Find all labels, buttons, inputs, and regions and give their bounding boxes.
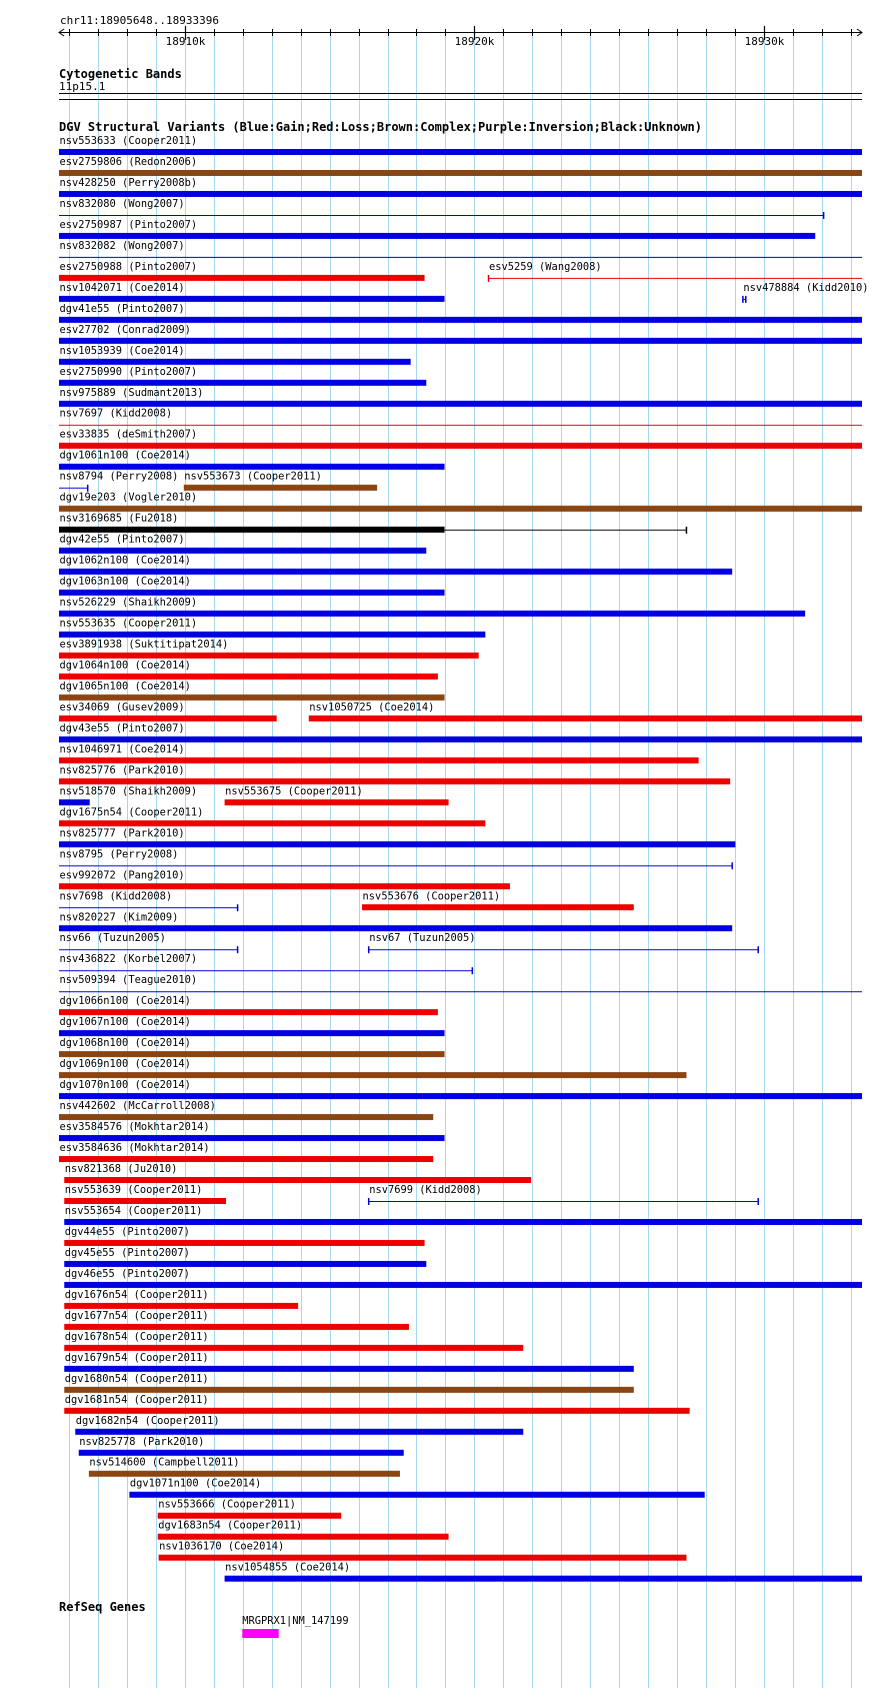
refseq-track — [59, 1600, 349, 1638]
dgv-feature[interactable] — [59, 911, 732, 931]
dgv-feature-label: nsv428250 (Perry2008b) — [59, 176, 198, 189]
dgv-feature-label: nsv526229 (Shaikh2009) — [59, 596, 198, 609]
dgv-feature[interactable] — [75, 1415, 523, 1435]
dgv-feature-bar[interactable] — [64, 1177, 531, 1183]
dgv-feature-label: dgv43e55 (Pinto2007) — [59, 722, 185, 735]
dgv-feature[interactable] — [89, 1457, 400, 1477]
dgv-feature-label: dgv45e55 (Pinto2007) — [64, 1246, 190, 1259]
dgv-feature-label: nsv553675 (Cooper2011) — [225, 785, 363, 798]
dgv-feature-label: nsv3169685 (Fu2018) — [59, 512, 179, 525]
dgv-feature-bar[interactable] — [64, 1282, 862, 1288]
dgv-feature[interactable] — [59, 261, 425, 281]
dgv-feature-bar[interactable] — [59, 632, 485, 638]
dgv-feature-label: nsv820227 (Kim2009) — [59, 911, 179, 924]
dgv-feature[interactable] — [79, 1436, 404, 1456]
dgv-feature[interactable] — [59, 534, 426, 554]
dgv-feature[interactable] — [159, 1541, 687, 1561]
dgv-feature-label: nsv832080 (Wong2007) — [59, 197, 185, 210]
dgv-feature-label: nsv825778 (Park2010) — [79, 1435, 205, 1448]
dgv-feature-bar[interactable] — [75, 1429, 523, 1435]
dgv-feature-label: nsv553633 (Cooper2011) — [59, 135, 198, 147]
dgv-feature[interactable] — [59, 408, 862, 426]
dgv-feature-label: nsv514600 (Campbell2011) — [89, 1456, 240, 1469]
dgv-feature-bar[interactable] — [158, 1534, 449, 1540]
dgv-feature-label: dgv1061n100 (Coe2014) — [59, 449, 191, 462]
dgv-feature-label: nsv478884 (Kidd2010) — [743, 281, 869, 294]
dgv-feature-label: nsv8795 (Perry2008) — [59, 848, 179, 861]
dgv-feature-bar[interactable] — [89, 1471, 400, 1477]
dgv-feature[interactable] — [64, 1310, 409, 1330]
dgv-feature[interactable] — [64, 1205, 862, 1225]
dgv-feature-bar[interactable] — [59, 443, 862, 449]
dgv-feature-bar[interactable] — [79, 1450, 404, 1456]
dgv-feature-bar[interactable] — [64, 1387, 634, 1393]
refseq-track-title: RefSeq Genes — [59, 1600, 146, 1614]
dgv-feature-label: dgv1070n100 (Coe2014) — [59, 1079, 191, 1092]
dgv-feature-bar[interactable] — [59, 338, 862, 344]
dgv-features — [59, 135, 869, 1582]
cytoband-track-title: Cytogenetic Bands — [59, 67, 182, 81]
ruler — [59, 14, 862, 48]
dgv-feature-label: nsv1053939 (Coe2014) — [59, 344, 185, 357]
dgv-feature-label: nsv553639 (Cooper2011) — [64, 1184, 203, 1196]
dgv-feature[interactable] — [59, 219, 815, 239]
dgv-feature-label: nsv7697 (Kidd2008) — [59, 407, 173, 420]
dgv-feature-label: nsv518570 (Shaikh2009) — [59, 785, 198, 798]
dgv-feature-bar[interactable] — [59, 674, 438, 680]
dgv-feature[interactable] — [59, 156, 862, 176]
dgv-feature-label: esv33835 (deSmith2007) — [59, 428, 198, 441]
dgv-feature-label: nsv553673 (Cooper2011) — [184, 470, 322, 483]
dgv-feature-label: dgv1676n54 (Cooper2011) — [64, 1288, 209, 1301]
dgv-track — [59, 120, 869, 1582]
dgv-feature-label: nsv1036170 (Coe2014) — [159, 1540, 285, 1553]
dgv-track-title: DGV Structural Variants (Blue:Gain;Red:Loss;Brown:Complex;Purple:Inversion;Black:Unknown) — [59, 120, 702, 134]
dgv-feature-bar[interactable] — [309, 715, 862, 721]
dgv-feature[interactable] — [64, 1163, 531, 1183]
dgv-feature[interactable] — [64, 1331, 523, 1351]
dgv-feature[interactable] — [59, 639, 479, 659]
dgv-feature-label: nsv509394 (Teague2010) — [59, 974, 198, 987]
dgv-feature[interactable] — [59, 1037, 445, 1057]
dgv-feature[interactable] — [309, 701, 862, 721]
dgv-feature-label: dgv41e55 (Pinto2007) — [59, 302, 185, 315]
dgv-feature-bar[interactable] — [59, 799, 90, 805]
dgv-feature-bar[interactable] — [64, 1240, 424, 1246]
dgv-feature[interactable] — [59, 1079, 862, 1099]
dgv-feature-bar[interactable] — [59, 736, 862, 742]
dgv-feature-bar[interactable] — [59, 590, 445, 596]
dgv-feature-label: nsv7699 (Kidd2008) — [369, 1184, 482, 1196]
dgv-feature-label: nsv442602 (McCarroll2008) — [59, 1100, 216, 1113]
dgv-feature[interactable] — [59, 555, 732, 575]
dgv-feature-label: dgv1065n100 (Coe2014) — [59, 680, 191, 693]
dgv-feature[interactable] — [59, 177, 862, 197]
dgv-feature[interactable] — [59, 1016, 445, 1036]
dgv-feature-label: nsv436822 (Korbel2007) — [59, 953, 198, 966]
dgv-feature-bar[interactable] — [59, 1072, 686, 1078]
dgv-feature-bar[interactable] — [59, 715, 277, 721]
dgv-feature-label: nsv1046971 (Coe2014) — [59, 743, 185, 756]
dgv-feature-bar[interactable] — [184, 485, 377, 491]
dgv-feature[interactable] — [59, 848, 732, 869]
dgv-feature-label: nsv825777 (Park2010) — [59, 827, 185, 840]
dgv-feature[interactable] — [743, 282, 869, 303]
dgv-feature-bar[interactable] — [59, 883, 510, 889]
dgv-feature[interactable] — [59, 722, 862, 742]
dgv-feature-bar[interactable] — [64, 1324, 409, 1330]
dgv-feature[interactable] — [59, 974, 862, 992]
dgv-feature[interactable] — [59, 743, 699, 763]
dgv-feature[interactable] — [64, 1268, 862, 1288]
region-label: chr11:18905648..18933396 — [60, 14, 219, 27]
dgv-feature-bar[interactable] — [59, 170, 862, 176]
dgv-feature-label: nsv553666 (Cooper2011) — [158, 1498, 296, 1511]
dgv-feature[interactable] — [59, 680, 445, 700]
dgv-feature-bar[interactable] — [59, 464, 445, 470]
dgv-feature-label: dgv1681n54 (Cooper2011) — [64, 1393, 209, 1406]
dgv-feature[interactable] — [64, 1184, 226, 1204]
dgv-feature[interactable] — [59, 345, 411, 365]
dgv-feature-bar[interactable] — [159, 1555, 687, 1561]
dgv-feature[interactable] — [59, 660, 438, 680]
dgv-feature[interactable] — [59, 995, 438, 1015]
dgv-feature-label: nsv1042071 (Coe2014) — [59, 281, 185, 294]
dgv-feature[interactable] — [225, 1562, 862, 1582]
cytoband-track — [59, 67, 862, 100]
dgv-feature-bar[interactable] — [225, 799, 449, 805]
dgv-feature[interactable] — [489, 261, 862, 282]
dgv-feature-label: dgv46e55 (Pinto2007) — [64, 1267, 190, 1280]
dgv-feature-label: dgv1063n100 (Coe2014) — [59, 575, 191, 588]
dgv-feature-label: nsv553676 (Cooper2011) — [362, 890, 501, 903]
dgv-feature-label: dgv1064n100 (Coe2014) — [59, 659, 191, 672]
dgv-feature-label: nsv553635 (Cooper2011) — [59, 617, 198, 630]
dgv-feature-label: nsv975889 (Sudmant2013) — [59, 386, 204, 399]
dgv-feature[interactable] — [369, 932, 759, 953]
cytoband-name: 11p15.1 — [59, 80, 106, 93]
dgv-feature[interactable] — [369, 1184, 759, 1205]
dgv-feature-label: nsv553654 (Cooper2011) — [64, 1204, 203, 1217]
dgv-feature-label: esv992072 (Pang2010) — [59, 869, 185, 882]
dgv-feature-bar[interactable] — [362, 904, 634, 910]
dgv-feature-label: dgv1683n54 (Cooper2011) — [158, 1519, 303, 1532]
dgv-feature[interactable] — [59, 471, 178, 492]
dgv-feature-bar[interactable] — [64, 1345, 523, 1351]
dgv-feature-bar[interactable] — [64, 1261, 426, 1267]
refseq-gene[interactable] — [242, 1615, 348, 1638]
dgv-feature-bar[interactable] — [59, 359, 411, 365]
dgv-feature[interactable] — [362, 890, 634, 910]
dgv-feature-label: dgv1675n54 (Cooper2011) — [59, 806, 204, 819]
dgv-feature-bar[interactable] — [59, 778, 730, 784]
dgv-feature-label: dgv1679n54 (Cooper2011) — [64, 1351, 209, 1364]
dgv-feature-bar[interactable] — [59, 1030, 445, 1036]
dgv-feature[interactable] — [59, 450, 445, 470]
dgv-feature-label: dgv1677n54 (Cooper2011) — [64, 1309, 209, 1322]
dgv-feature-bar[interactable] — [59, 233, 815, 239]
dgv-feature[interactable] — [59, 198, 824, 219]
dgv-feature[interactable] — [59, 366, 426, 386]
dgv-feature[interactable] — [158, 1499, 341, 1519]
dgv-feature-bar[interactable] — [59, 1135, 445, 1141]
dgv-feature[interactable] — [59, 576, 445, 596]
dgv-feature[interactable] — [59, 135, 862, 155]
dgv-feature[interactable] — [225, 785, 449, 805]
dgv-feature-label: esv2750988 (Pinto2007) — [59, 260, 198, 273]
dgv-feature-bar[interactable] — [59, 1009, 438, 1015]
dgv-feature-label: esv34069 (Gusev2009) — [59, 701, 185, 714]
ruler-tick-label: 18910k — [165, 35, 206, 48]
dgv-feature[interactable] — [59, 303, 862, 323]
dgv-feature[interactable] — [59, 513, 686, 534]
dgv-feature[interactable] — [64, 1226, 424, 1246]
dgv-feature-bar[interactable] — [59, 611, 805, 617]
dgv-feature[interactable] — [158, 1520, 449, 1540]
refseq-features — [242, 1615, 348, 1638]
dgv-feature[interactable] — [64, 1289, 298, 1309]
dgv-feature-bar[interactable] — [59, 275, 425, 281]
dgv-feature[interactable] — [59, 1058, 686, 1078]
dgv-feature[interactable] — [59, 282, 445, 302]
dgv-feature-label: dgv44e55 (Pinto2007) — [64, 1225, 190, 1238]
dgv-feature-bar[interactable] — [59, 296, 445, 302]
dgv-feature-bar[interactable] — [64, 1198, 226, 1204]
dgv-feature-bar[interactable] — [59, 191, 862, 197]
dgv-feature-bar[interactable] — [59, 841, 735, 847]
dgv-feature-bar[interactable] — [59, 653, 479, 659]
dgv-feature-label: esv3584636 (Mokhtar2014) — [59, 1142, 210, 1155]
dgv-feature-label: nsv1050725 (Coe2014) — [309, 701, 435, 714]
dgv-feature[interactable] — [59, 492, 862, 512]
dgv-feature[interactable] — [59, 932, 238, 953]
dgv-feature[interactable] — [59, 1100, 433, 1120]
dgv-feature-bar[interactable] — [59, 569, 732, 575]
dgv-feature-bar[interactable] — [64, 1408, 689, 1414]
dgv-feature[interactable] — [184, 471, 377, 491]
dgv-feature[interactable] — [59, 1121, 445, 1141]
dgv-feature-bar[interactable] — [59, 820, 485, 826]
dgv-feature[interactable] — [64, 1373, 634, 1393]
dgv-feature[interactable] — [59, 890, 238, 911]
dgv-feature-label: nsv8794 (Perry2008) — [59, 470, 179, 483]
dgv-feature-bar[interactable] — [59, 757, 699, 763]
dgv-feature-label: esv27702 (Conrad2009) — [59, 323, 191, 336]
dgv-feature[interactable] — [59, 1142, 433, 1162]
dgv-feature-label: dgv19e203 (Vogler2010) — [59, 491, 198, 504]
dgv-feature-bar[interactable] — [59, 548, 426, 554]
dgv-feature-label: dgv1682n54 (Cooper2011) — [75, 1414, 220, 1427]
dgv-feature[interactable] — [59, 597, 805, 617]
dgv-feature-label: dgv1680n54 (Cooper2011) — [64, 1372, 209, 1385]
dgv-feature-bar[interactable] — [225, 1576, 862, 1582]
dgv-feature-label: nsv7698 (Kidd2008) — [59, 890, 173, 903]
dgv-feature-label: nsv821368 (Ju2010) — [64, 1163, 178, 1176]
dgv-feature-label: dgv1066n100 (Coe2014) — [59, 995, 191, 1008]
dgv-feature[interactable] — [59, 701, 277, 721]
ruler-tick-label: 18930k — [744, 35, 785, 48]
dgv-feature-label: dgv1071n100 (Coe2014) — [129, 1477, 262, 1490]
dgv-feature-label: nsv825776 (Park2010) — [59, 764, 185, 777]
dgv-feature-label: esv2750987 (Pinto2007) — [59, 218, 198, 231]
dgv-feature-label: esv5259 (Wang2008) — [489, 260, 602, 273]
dgv-feature[interactable] — [59, 869, 510, 889]
ruler-tick-label: 18920k — [454, 35, 495, 48]
dgv-feature-bar[interactable] — [59, 317, 862, 323]
dgv-feature-label: nsv832082 (Wong2007) — [59, 239, 185, 252]
dgv-feature-label: dgv42e55 (Pinto2007) — [59, 533, 185, 546]
dgv-feature-bar[interactable] — [59, 380, 426, 386]
dgv-feature-bar[interactable] — [59, 925, 732, 931]
dgv-feature-label: dgv1062n100 (Coe2014) — [59, 554, 191, 567]
dgv-feature[interactable] — [59, 240, 862, 258]
dgv-feature-label: esv2750990 (Pinto2007) — [59, 365, 198, 378]
dgv-feature-bar[interactable] — [158, 1513, 341, 1519]
dgv-feature-label: dgv1067n100 (Coe2014) — [59, 1016, 191, 1029]
dgv-feature-label: esv3891938 (Suktitipat2014) — [59, 638, 229, 651]
dgv-feature[interactable] — [129, 1478, 704, 1498]
dgv-feature-bar[interactable] — [59, 1093, 862, 1099]
dgv-feature-label: nsv1054855 (Coe2014) — [225, 1561, 351, 1574]
dgv-feature[interactable] — [59, 785, 197, 805]
dgv-feature[interactable] — [59, 324, 862, 344]
dgv-feature-bar[interactable] — [59, 506, 862, 512]
dgv-feature[interactable] — [59, 387, 862, 407]
dgv-feature[interactable] — [59, 953, 472, 974]
dgv-feature-label: dgv1678n54 (Cooper2011) — [64, 1330, 209, 1343]
refseq-gene-label: MRGPRX1|NM_147199 — [242, 1615, 349, 1627]
dgv-feature[interactable] — [59, 827, 735, 847]
dgv-feature-bar[interactable] — [59, 694, 445, 700]
dgv-feature-bar[interactable] — [59, 1156, 433, 1162]
dgv-feature-bar[interactable] — [64, 1303, 298, 1309]
dgv-feature-bar[interactable] — [59, 527, 445, 533]
dgv-feature-label: dgv1069n100 (Coe2014) — [59, 1058, 191, 1071]
dgv-feature[interactable] — [59, 764, 730, 784]
dgv-feature-label: nsv67 (Tuzun2005) — [369, 932, 476, 945]
dgv-feature-bar[interactable] — [129, 1492, 704, 1498]
dgv-feature-bar[interactable] — [59, 1051, 445, 1057]
dgv-feature-label: nsv66 (Tuzun2005) — [59, 932, 166, 945]
dgv-feature[interactable] — [59, 429, 862, 449]
refseq-gene-bar[interactable] — [242, 1629, 278, 1638]
dgv-feature[interactable] — [64, 1352, 634, 1372]
dgv-feature-bar[interactable] — [59, 401, 862, 407]
dgv-feature[interactable] — [64, 1394, 689, 1414]
dgv-feature-label: esv3584576 (Mokhtar2014) — [59, 1121, 210, 1134]
dgv-feature-label: esv2759806 (Redon2006) — [59, 155, 198, 168]
dgv-feature-bar[interactable] — [59, 149, 862, 155]
dgv-feature-bar[interactable] — [64, 1366, 634, 1372]
dgv-feature-label: dgv1068n100 (Coe2014) — [59, 1037, 191, 1050]
dgv-feature[interactable] — [64, 1247, 426, 1267]
dgv-feature-bar[interactable] — [64, 1219, 862, 1225]
dgv-feature-bar[interactable] — [59, 1114, 433, 1120]
